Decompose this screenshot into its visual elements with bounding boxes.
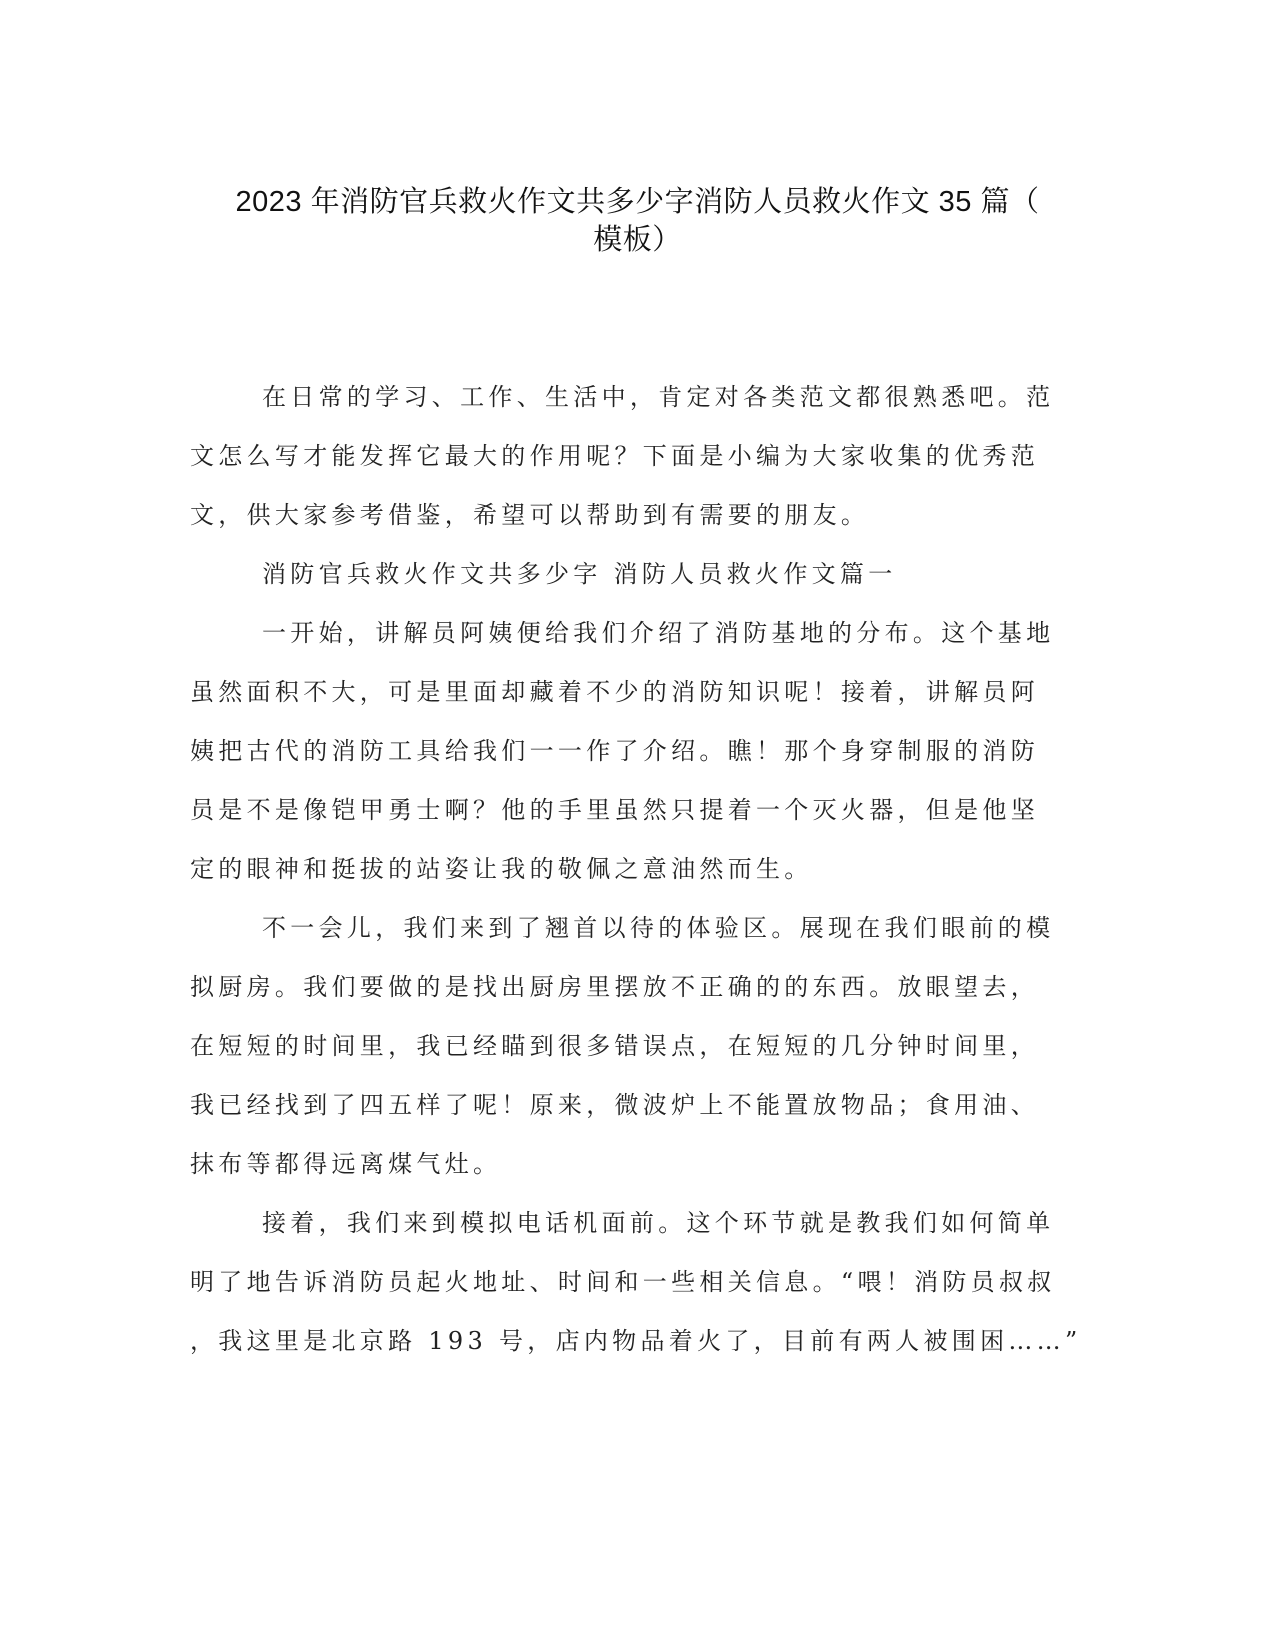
paragraph-1-line-5: 定的眼神和挺拔的站姿让我的敬佩之意油然而生。: [190, 855, 813, 883]
paragraph-1-line-4: 员是不是像铠甲勇士啊？他的手里虽然只提着一个灭火器，但是他坚: [190, 796, 1039, 824]
section-heading: 消防官兵救火作文共多少字 消防人员救火作文篇一: [262, 560, 897, 588]
paragraph-2-line-1: 不一会儿，我们来到了翘首以待的体验区。展现在我们眼前的模: [262, 914, 1055, 942]
document-body: [190, 368, 1090, 1371]
paragraph-2-line-2: 拟厨房。我们要做的是找出厨房里摆放不正确的的东西。放眼望去，: [190, 973, 1039, 1001]
paragraph-1-line-1: 一开始，讲解员阿姨便给我们介绍了消防基地的分布。这个基地: [262, 619, 1055, 647]
paragraph-2-line-5: 抹布等都得远离煤气灶。: [190, 1150, 502, 1178]
title-line-2: 模板）: [593, 224, 682, 256]
paragraph-1-line-2: 虽然面积不大，可是里面却藏着不少的消防知识呢！接着，讲解员阿: [190, 678, 1039, 706]
title-line-1: 2023 年消防官兵救火作文共多少字消防人员救火作文 35 篇（: [235, 186, 1040, 218]
paragraph-2-line-4: 我已经找到了四五样了呢！原来，微波炉上不能置放物品；食用油、: [190, 1091, 1039, 1119]
paragraph-1-line-3: 姨把古代的消防工具给我们一一作了介绍。瞧！那个身穿制服的消防: [190, 737, 1039, 765]
paragraph-intro-line-1: 在日常的学习、工作、生活中，肯定对各类范文都很熟悉吧。范: [262, 383, 1055, 411]
paragraph-3-line-3: ，我这里是北京路 193 号，店内物品着火了，目前有两人被围困……”: [190, 1327, 1082, 1355]
paragraph-intro-line-2: 文怎么写才能发挥它最大的作用呢？下面是小编为大家收集的优秀范: [190, 442, 1039, 470]
paragraph-2-line-3: 在短短的时间里，我已经瞄到很多错误点，在短短的几分钟时间里，: [190, 1032, 1039, 1060]
paragraph-3-line-2: 明了地告诉消防员起火地址、时间和一些相关信息。“喂！消防员叔叔: [190, 1268, 1056, 1296]
document-title: [150, 183, 1125, 259]
paragraph-intro-line-3: 文，供大家参考借鉴，希望可以帮助到有需要的朋友。: [190, 501, 870, 529]
paragraph-3-line-1: 接着，我们来到模拟电话机面前。这个环节就是教我们如何简单: [262, 1209, 1055, 1237]
